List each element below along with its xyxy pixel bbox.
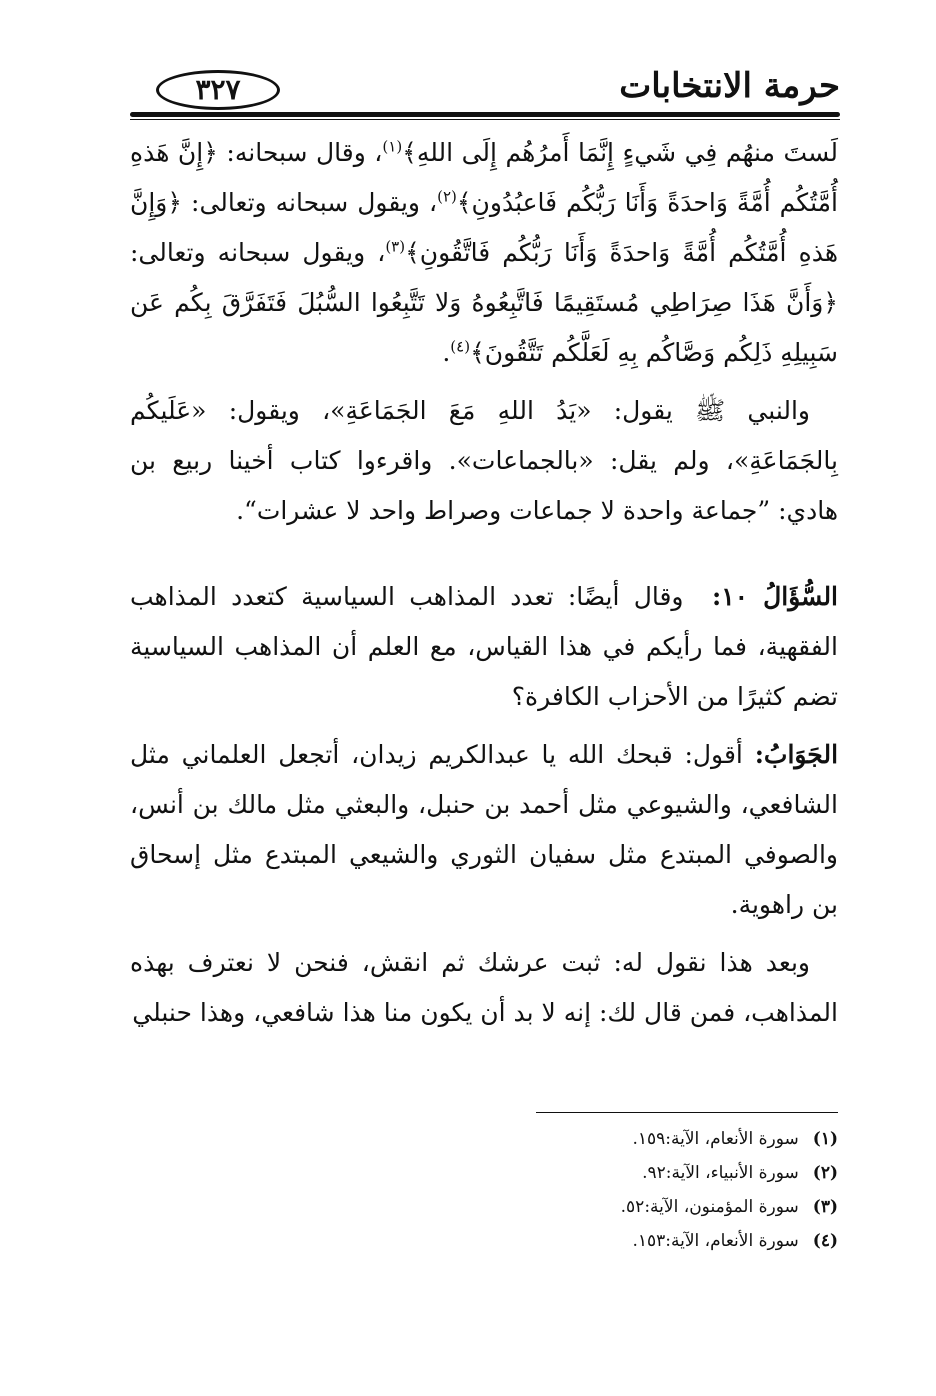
quran-citations-paragraph bbox=[130, 128, 838, 378]
footnote-number: (١) bbox=[812, 1129, 838, 1149]
hadith-paragraph: والنبي ﷺ يقول: «يَدُ اللهِ مَعَ الجَمَاعَةِ»، ويقول: «عَلَيكُم بِالجَمَاعَةِ»، ولم يقل: «بالجماعات». واقرءوا كتاب أخينا ربيع بن هادي: ”جماعة واحدة لا جماعات وصراط واحد لا عشرات“. bbox=[130, 396, 838, 525]
footnote-text: سورة الأنعام، الآية:١٥٣. bbox=[632, 1231, 799, 1251]
footnote-item bbox=[418, 1224, 838, 1258]
page-number-badge bbox=[156, 70, 280, 110]
footnote-text: سورة الأنبياء، الآية:٩٢. bbox=[642, 1163, 799, 1183]
question-label: السُّؤَالُ ١٠: bbox=[712, 582, 839, 611]
footnote-ref: (٣) bbox=[385, 237, 406, 256]
main-text bbox=[130, 128, 838, 1038]
footnote-item bbox=[418, 1190, 838, 1224]
verse-text: ، ويقول سبحانه وتعالى: ﴿وَأَنَّ هَذَا صِرَاطِي مُستَقِيمًا فَاتَّبِعُوهُ وَلا تَتَّبِعُوا السُّبُلَ فَتَفَرَّقَ بِكُم عَن سَبِيلِهِ ذَلِكُم وَصَّاكُم بِهِ لَعَلَّكُم تَتَّقُونَ﴾ bbox=[130, 238, 838, 367]
footnote-number: (٤) bbox=[812, 1231, 838, 1251]
footnote-text: سورة المؤمنون، الآية:٥٢. bbox=[620, 1197, 799, 1217]
answer-paragraph bbox=[130, 730, 838, 930]
footnote-ref: (٢) bbox=[437, 187, 457, 206]
footnote-divider bbox=[536, 1112, 838, 1113]
footnote-text: سورة الأنعام، الآية:١٥٩. bbox=[632, 1129, 799, 1149]
answer-text: أقول: قبحك الله يا عبدالكريم زيدان، أتجعل العلماني مثل الشافعي، والشيوعي مثل أحمد بن حنبل، والبعثي مثل مالك بن أنس، والصوفي المبتدع مثل سفيان الثوري والشيعي المبتدع مثل إسحاق بن راهوية. bbox=[130, 740, 838, 919]
answer-label: الجَوَابُ: bbox=[754, 740, 839, 769]
running-title: حرمة الانتخابات bbox=[619, 66, 840, 106]
verse-continuation: لَستَ منهُم فِي شَيءٍ إِنَّمَا أَمرُهُم إِلَى اللهِ﴾ bbox=[402, 138, 838, 167]
header-rule bbox=[130, 112, 840, 117]
footnote-item bbox=[418, 1156, 838, 1190]
verse-text: ، وقال سبحانه: ﴿إِنَّ هَذهِ أُمَّتُكُم أُمَّةً وَاحدَةً وَأَنَا رَبُّكُم فَاعبُدُونِ﴾ bbox=[130, 138, 838, 217]
footnote-ref: (٤) bbox=[450, 337, 471, 356]
page-number: ٣٢٧ bbox=[195, 73, 241, 106]
verse-text: ، ويقول سبحانه وتعالى: ﴿وَإِنَّ هَذهِ أُمَّتُكُم أُمَّةً وَاحدَةً وَأَنَا رَبُّكُم فَاتَّقُونِ﴾ bbox=[130, 188, 838, 267]
footnotes bbox=[418, 1122, 838, 1258]
footnote-number: (٣) bbox=[812, 1197, 838, 1217]
page-header bbox=[130, 64, 840, 120]
footnote-ref: (١) bbox=[382, 137, 403, 156]
question-text: وقال أيضًا: تعدد المذاهب السياسية كتعدد المذاهب الفقهية، فما رأيكم في هذا القياس، مع العلم أن المذاهب السياسية تضم كثيرًا من الأحزاب الكافرة؟ bbox=[130, 582, 838, 711]
period: . bbox=[442, 338, 451, 367]
question-paragraph bbox=[130, 572, 838, 722]
header-rule-thin bbox=[130, 119, 840, 120]
footnote-number: (٢) bbox=[812, 1163, 838, 1183]
footnote-item bbox=[418, 1122, 838, 1156]
closing-paragraph: وبعد هذا نقول له: ثبت عرشك ثم انقش، فنحن لا نعترف بهذه المذاهب، فمن قال لك: إنه لا بد أن يكون منا هذا شافعي، وهذا حنبلي bbox=[130, 948, 838, 1027]
